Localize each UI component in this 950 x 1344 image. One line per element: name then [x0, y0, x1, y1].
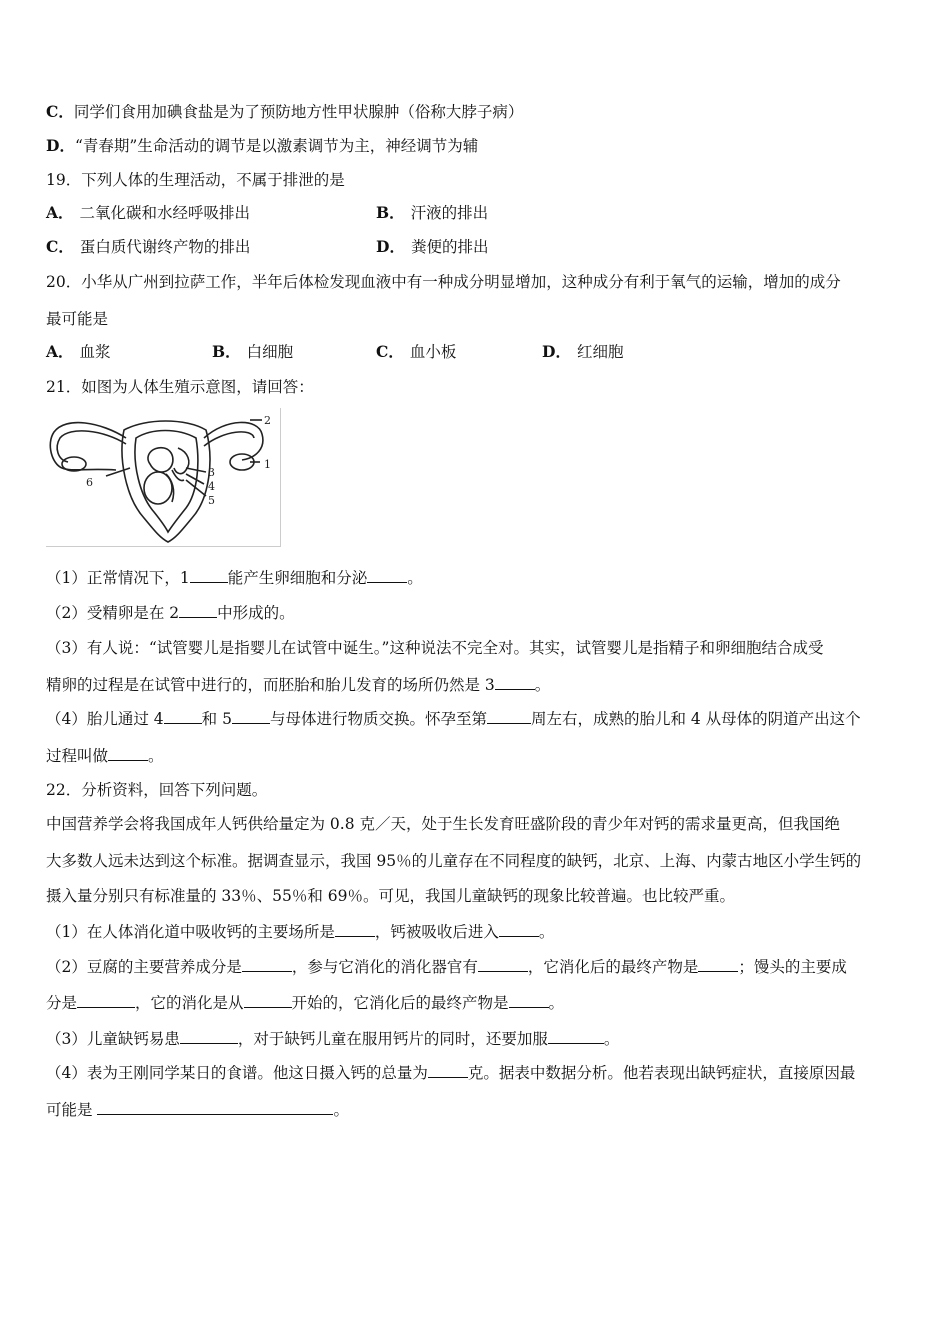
figure-label-4: 4 [208, 480, 215, 493]
q21-part1 [46, 568, 423, 588]
option-text: 血小板 [409, 343, 457, 361]
figure-label-6: 6 [86, 476, 93, 489]
q20-option-c [376, 342, 456, 362]
q20-stem-line1: 20．小华从广州到拉萨工作，半年后体检发现血液中有一种成分明显增加，这种成分有利于氧气的运输，增加的成分 [46, 273, 841, 291]
option-text: 白细胞 [246, 343, 294, 361]
option-label: D． [542, 342, 571, 361]
figure-label-1: 1 [264, 458, 271, 471]
q20-option-d [542, 342, 623, 362]
answer-blank[interactable] [548, 1029, 604, 1044]
q19-stem: 19．下列人体的生理活动，不属于排泄的是 [46, 171, 345, 189]
text-run: 能产生卵细胞和分泌 [227, 569, 368, 587]
q21-part2 [46, 603, 295, 623]
text-run: ，参与它消化的消化器官有 [291, 958, 478, 976]
q22-part4-line1 [46, 1063, 855, 1083]
q19-option-c [46, 237, 250, 257]
option-text: 粪便的排出 [410, 238, 489, 256]
answer-blank[interactable] [335, 922, 375, 937]
answer-blank[interactable] [179, 603, 217, 618]
text-run: 与母体进行物质交换。怀孕至第 [269, 710, 487, 728]
option-label: A． [46, 203, 74, 222]
q22-material-line1: 中国营养学会将我国成年人钙供给量定为 0.8 克／天，处于生长发育旺盛阶段的青少年对钙的需求量更高，但我国绝 [46, 815, 841, 833]
text-run: 。 [603, 1030, 620, 1048]
answer-blank[interactable] [97, 1100, 333, 1115]
answer-blank[interactable] [244, 993, 292, 1008]
text-run: ，对于缺钙儿童在服用钙片的同时，还要加服 [237, 1030, 548, 1048]
text-run: （1）正常情况下，1 [46, 569, 190, 587]
text-run: 。 [534, 676, 551, 694]
text-run: 。 [333, 1101, 349, 1119]
q22-part2-line2 [46, 993, 564, 1013]
q22-part2-line1 [46, 957, 847, 977]
text-run: 。 [548, 994, 565, 1012]
option-label: C． [46, 102, 74, 121]
text-run: ；馒头的主要成 [738, 958, 847, 976]
q21-part4-line2 [46, 746, 164, 766]
option-text: 二氧化碳和水经呼吸排出 [79, 204, 251, 222]
q22-part4-line2 [46, 1100, 349, 1120]
text-run: （1）在人体消化道中吸收钙的主要场所是 [46, 923, 335, 941]
option-label: C． [46, 237, 74, 256]
answer-blank[interactable] [108, 746, 148, 761]
q21-part3-line1: （3）有人说：“试管婴儿是指婴儿在试管中诞生。”这种说法不完全对。其实，试管婴儿是指精子和卵细胞结合成受 [46, 639, 824, 657]
option-text: “青春期”生命活动的调节是以激素调节为主，神经调节为辅 [74, 137, 479, 155]
option-text: 汗液的排出 [410, 204, 489, 222]
option-text: 蛋白质代谢终产物的排出 [79, 238, 251, 256]
figure-label-5: 5 [208, 494, 215, 507]
answer-blank[interactable] [190, 568, 228, 583]
answer-blank[interactable] [367, 568, 407, 583]
option-text: 红细胞 [576, 343, 624, 361]
text-run: 克。据表中数据分析。他若表现出缺钙症状，直接原因最 [467, 1064, 856, 1082]
option-label: D． [46, 136, 75, 155]
q21-stem: 21．如图为人体生殖示意图，请回答： [46, 378, 314, 396]
figure-label-2: 2 [264, 414, 271, 427]
answer-blank[interactable] [164, 709, 202, 724]
q19-option-b [376, 203, 488, 223]
text-run: 。 [148, 747, 164, 765]
text-run: （4）表为王刚同学某日的食谱。他这日摄入钙的总量为 [46, 1064, 428, 1082]
q18-option-c [46, 102, 523, 122]
text-run: ，钙被吸收后进入 [374, 923, 499, 941]
text-run: 。 [407, 569, 423, 587]
answer-blank[interactable] [495, 675, 535, 690]
text-run: 开始的，它消化后的最终产物是 [291, 994, 509, 1012]
q18-option-d [46, 136, 478, 156]
reproductive-system-figure [46, 408, 281, 547]
q22-stem: 22．分析资料，回答下列问题。 [46, 781, 268, 799]
option-label: D． [376, 237, 405, 256]
answer-blank[interactable] [487, 709, 531, 724]
text-run: （2）豆腐的主要营养成分是 [46, 958, 242, 976]
q21-part3-line2 [46, 675, 550, 695]
text-run: 分是 [46, 994, 78, 1012]
option-text: 同学们食用加碘食盐是为了预防地方性甲状腺肿（俗称大脖子病） [73, 103, 524, 121]
q20-option-b [212, 342, 293, 362]
text-run: （3）儿童缺钙易患 [46, 1030, 180, 1048]
text-run: 。 [538, 923, 555, 941]
text-run: （4）胎儿通过 4 [46, 710, 164, 728]
option-label: C． [376, 342, 404, 361]
option-label: A． [46, 342, 74, 361]
answer-blank[interactable] [428, 1063, 468, 1078]
q22-part3 [46, 1029, 619, 1049]
option-label: B． [376, 203, 405, 222]
text-run: 可能是 [46, 1101, 93, 1119]
uterus-diagram [46, 408, 280, 546]
text-run: 精卵的过程是在试管中进行的，而胚胎和胎儿发育的场所仍然是 3 [46, 676, 495, 694]
answer-blank[interactable] [180, 1029, 238, 1044]
answer-blank[interactable] [478, 957, 528, 972]
text-run: 周左右，成熟的胎儿和 4 从母体的阴道产出这个 [530, 710, 861, 728]
q20-stem-line2: 最可能是 [46, 310, 109, 328]
q22-material-line3: 摄入量分别只有标准量的 33％、55％和 69％。可见，我国儿童缺钙的现象比较普遍。也比较严重。 [46, 887, 736, 905]
q20-option-a [46, 342, 111, 362]
text-run: 过程叫做 [46, 747, 109, 765]
answer-blank[interactable] [77, 993, 135, 1008]
answer-blank[interactable] [242, 957, 292, 972]
q22-part1 [46, 922, 554, 942]
q19-option-a [46, 203, 250, 223]
text-run: 中形成的。 [217, 604, 295, 622]
q19-option-d [376, 237, 488, 257]
answer-blank[interactable] [499, 922, 539, 937]
text-run: ，它消化后的最终产物是 [527, 958, 699, 976]
answer-blank[interactable] [509, 993, 549, 1008]
answer-blank[interactable] [698, 957, 738, 972]
text-run: 和 5 [201, 710, 232, 728]
option-text: 血浆 [79, 343, 111, 361]
option-label: B． [212, 342, 241, 361]
text-run: ，它的消化是从 [135, 994, 244, 1012]
answer-blank[interactable] [232, 709, 270, 724]
q22-material-line2: 大多数人远未达到这个标准。据调查显示，我国 95％的儿童存在不同程度的缺钙，北京、上海、内蒙古地区小学生钙的 [46, 852, 862, 870]
q21-part4-line1 [46, 709, 861, 729]
text-run: （2）受精卵是在 2 [46, 604, 180, 622]
figure-label-3: 3 [208, 466, 215, 479]
